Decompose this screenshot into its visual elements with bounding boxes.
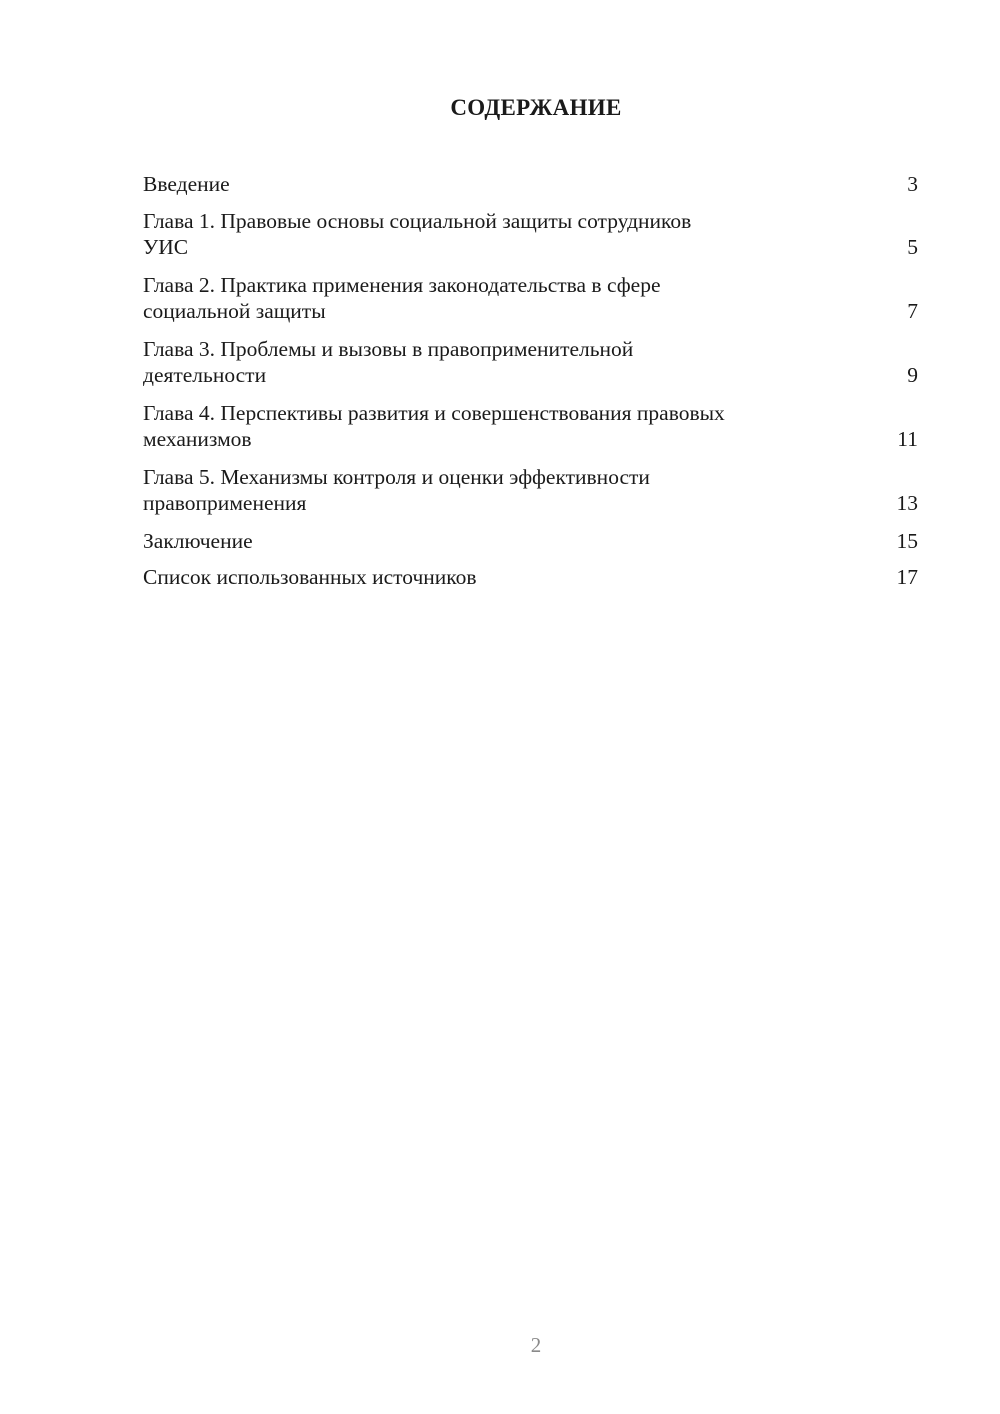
toc-entry-chapter-2 [143, 272, 918, 325]
toc-entry-line: деятельности [143, 363, 267, 387]
toc-page-number: 7 [907, 299, 918, 323]
toc-entry-line: Глава 4. Перспективы развития и совершенствования правовых [143, 400, 725, 425]
toc-page-number: 9 [907, 363, 918, 387]
toc-entry-text [143, 208, 907, 261]
toc-page-number: 17 [896, 565, 918, 589]
toc-entry-conclusion [143, 528, 918, 555]
toc-entry-line: Глава 2. Практика применения законодательства в сфере [143, 272, 661, 297]
toc-entry-chapter-1 [143, 208, 918, 261]
toc-page-number: 5 [907, 235, 918, 259]
toc-entry-text [143, 336, 907, 389]
toc-entry-text [143, 400, 897, 453]
toc-entry-line: Список использованных источников [143, 565, 477, 589]
toc-entry-text [143, 464, 897, 517]
page-number: 2 [530, 1333, 542, 1357]
toc-entry-line: социальной защиты [143, 299, 326, 323]
toc-entry-line: Заключение [143, 528, 253, 553]
toc-entry-line: правоприменения [143, 491, 307, 515]
page-title: СОДЕРЖАНИЕ [450, 95, 622, 120]
toc-entry-chapter-3 [143, 336, 918, 389]
toc-entry-line: Глава 1. Правовые основы социальной защиты сотрудников [143, 208, 692, 233]
toc-entry-line: Введение [143, 172, 230, 196]
toc-page-number: 3 [907, 172, 918, 196]
toc-entry-line: Глава 3. Проблемы и вызовы в правоприменительной [143, 336, 634, 361]
toc-entry-introduction [143, 171, 918, 198]
table-of-contents [143, 171, 918, 601]
toc-page-number: 15 [896, 528, 918, 553]
toc-entry-line: Глава 5. Механизмы контроля и оценки эффективности [143, 464, 650, 489]
toc-entry-chapter-5 [143, 464, 918, 517]
toc-entry-references [143, 564, 918, 591]
toc-page-number: 13 [896, 491, 918, 515]
toc-entry-chapter-4 [143, 400, 918, 453]
toc-entry-line: механизмов [143, 427, 252, 451]
toc-entry-text [143, 171, 907, 198]
toc-entry-text [143, 528, 897, 555]
toc-entry-line: УИС [143, 235, 189, 259]
toc-page-number: 11 [897, 427, 918, 451]
toc-entry-text [143, 564, 897, 591]
toc-entry-text [143, 272, 907, 325]
